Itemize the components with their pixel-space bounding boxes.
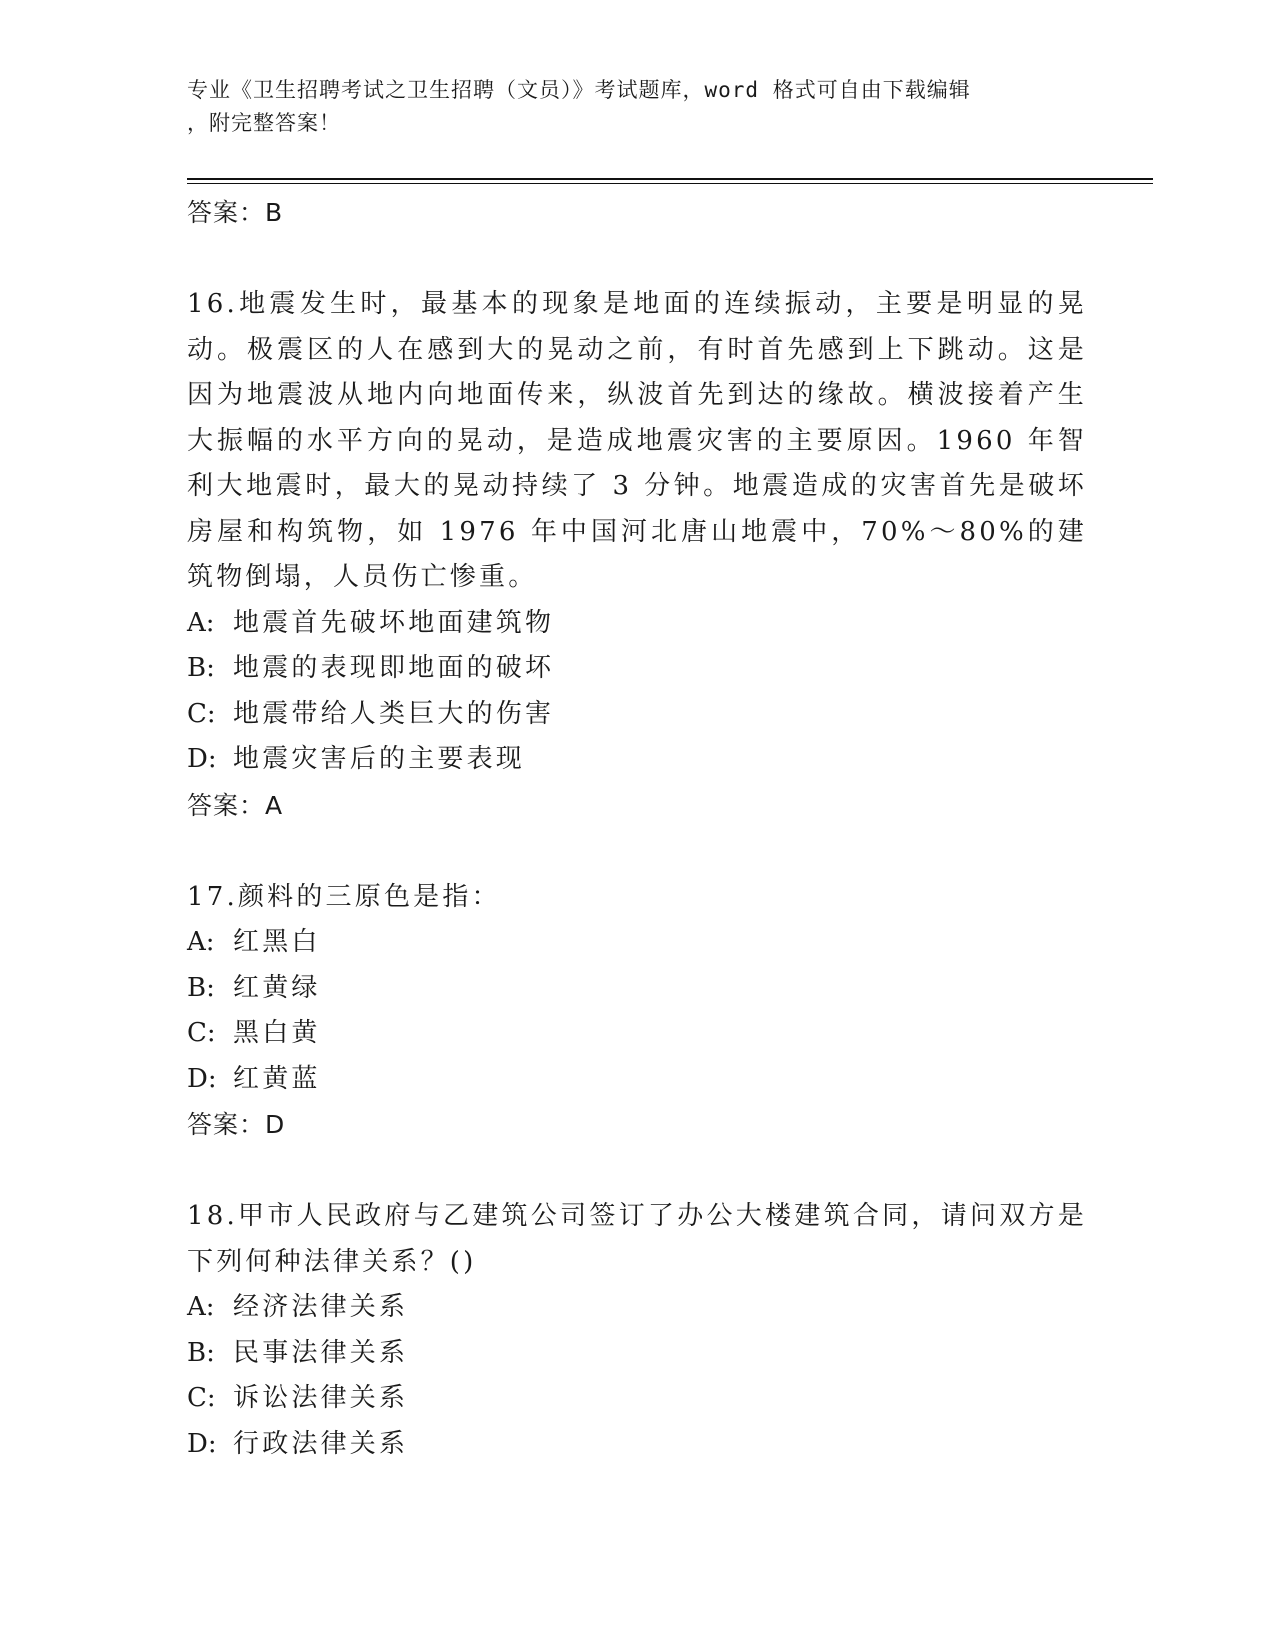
option-c bbox=[187, 1011, 1087, 1057]
previous-answer: 答案：B bbox=[187, 198, 284, 227]
document-header bbox=[187, 74, 1067, 140]
option-key: A: bbox=[187, 927, 215, 957]
question-answer: 答案：D bbox=[187, 1110, 286, 1139]
question-answer: 答案：A bbox=[187, 790, 284, 820]
option-c bbox=[187, 1376, 1087, 1422]
question-stem: 16.地震发生时，最基本的现象是地面的连续振动，主要是明显的晃动。极震区的人在感到大的晃动之前，有时首先感到上下跳动。这是因为地震波从地内向地面传来，纵波首先到达的缘故。横波接着产生大振幅的水平方向的晃动，是造成地震灾害的主要原因。1960 年智利大地震时，最大的晃动持续了 3 分钟。地震造成的灾害首先是破坏房屋和构筑物，如 1976 年中国河北唐山地震中，70%～80%的建筑物倒塌，人员伤亡惨重。 bbox=[187, 289, 1087, 592]
option-a bbox=[187, 601, 1087, 647]
option-key: D: bbox=[187, 1428, 217, 1459]
option-text: 地震带给人类巨大的伤害 bbox=[233, 698, 555, 729]
option-key: A: bbox=[187, 1292, 215, 1322]
option-b bbox=[187, 966, 1087, 1012]
option-text: 诉讼法律关系 bbox=[233, 1383, 409, 1413]
question-17 bbox=[187, 875, 1087, 1148]
option-text: 红黑白 bbox=[233, 927, 321, 957]
spacer bbox=[187, 828, 1087, 875]
option-d bbox=[187, 737, 1087, 783]
question-stem: 17.颜料的三原色是指： bbox=[187, 881, 501, 912]
option-a bbox=[187, 1285, 1087, 1331]
option-text: 行政法律关系 bbox=[233, 1428, 409, 1459]
question-16 bbox=[187, 282, 1087, 828]
option-d bbox=[187, 1422, 1087, 1468]
option-key: C: bbox=[187, 1018, 216, 1048]
spacer bbox=[187, 235, 1087, 282]
question-stem: 18.甲市人民政府与乙建筑公司签订了办公大楼建筑合同，请问双方是下列何种法律关系？() bbox=[187, 1201, 1087, 1277]
option-key: C: bbox=[187, 698, 216, 729]
option-a bbox=[187, 920, 1087, 966]
spacer bbox=[187, 1147, 1087, 1194]
header-divider-thin bbox=[187, 183, 1153, 184]
option-b bbox=[187, 646, 1087, 692]
option-b bbox=[187, 1331, 1087, 1377]
option-key: D: bbox=[187, 744, 217, 774]
option-text: 地震首先破坏地面建筑物 bbox=[233, 607, 555, 638]
option-text: 民事法律关系 bbox=[233, 1337, 409, 1368]
option-text: 黑白黄 bbox=[233, 1018, 321, 1048]
option-text: 经济法律关系 bbox=[233, 1292, 409, 1322]
option-text: 地震灾害后的主要表现 bbox=[233, 744, 526, 774]
option-key: C: bbox=[187, 1383, 216, 1413]
header-line-1: 专业《卫生招聘考试之卫生招聘（文员）》考试题库，word 格式可自由下载编辑 bbox=[187, 78, 971, 102]
header-divider-thick bbox=[187, 178, 1153, 180]
header-line-2: ，附完整答案！ bbox=[187, 111, 341, 135]
option-key: D: bbox=[187, 1063, 217, 1094]
option-key: B: bbox=[187, 653, 215, 683]
option-key: B: bbox=[187, 972, 215, 1003]
option-key: A: bbox=[187, 607, 215, 638]
option-text: 红黄蓝 bbox=[233, 1063, 321, 1094]
option-c bbox=[187, 692, 1087, 738]
option-text: 红黄绿 bbox=[233, 972, 321, 1003]
document-body bbox=[187, 190, 1087, 1467]
option-text: 地震的表现即地面的破坏 bbox=[233, 653, 555, 683]
option-key: B: bbox=[187, 1337, 215, 1368]
option-d bbox=[187, 1057, 1087, 1103]
question-18 bbox=[187, 1194, 1087, 1467]
